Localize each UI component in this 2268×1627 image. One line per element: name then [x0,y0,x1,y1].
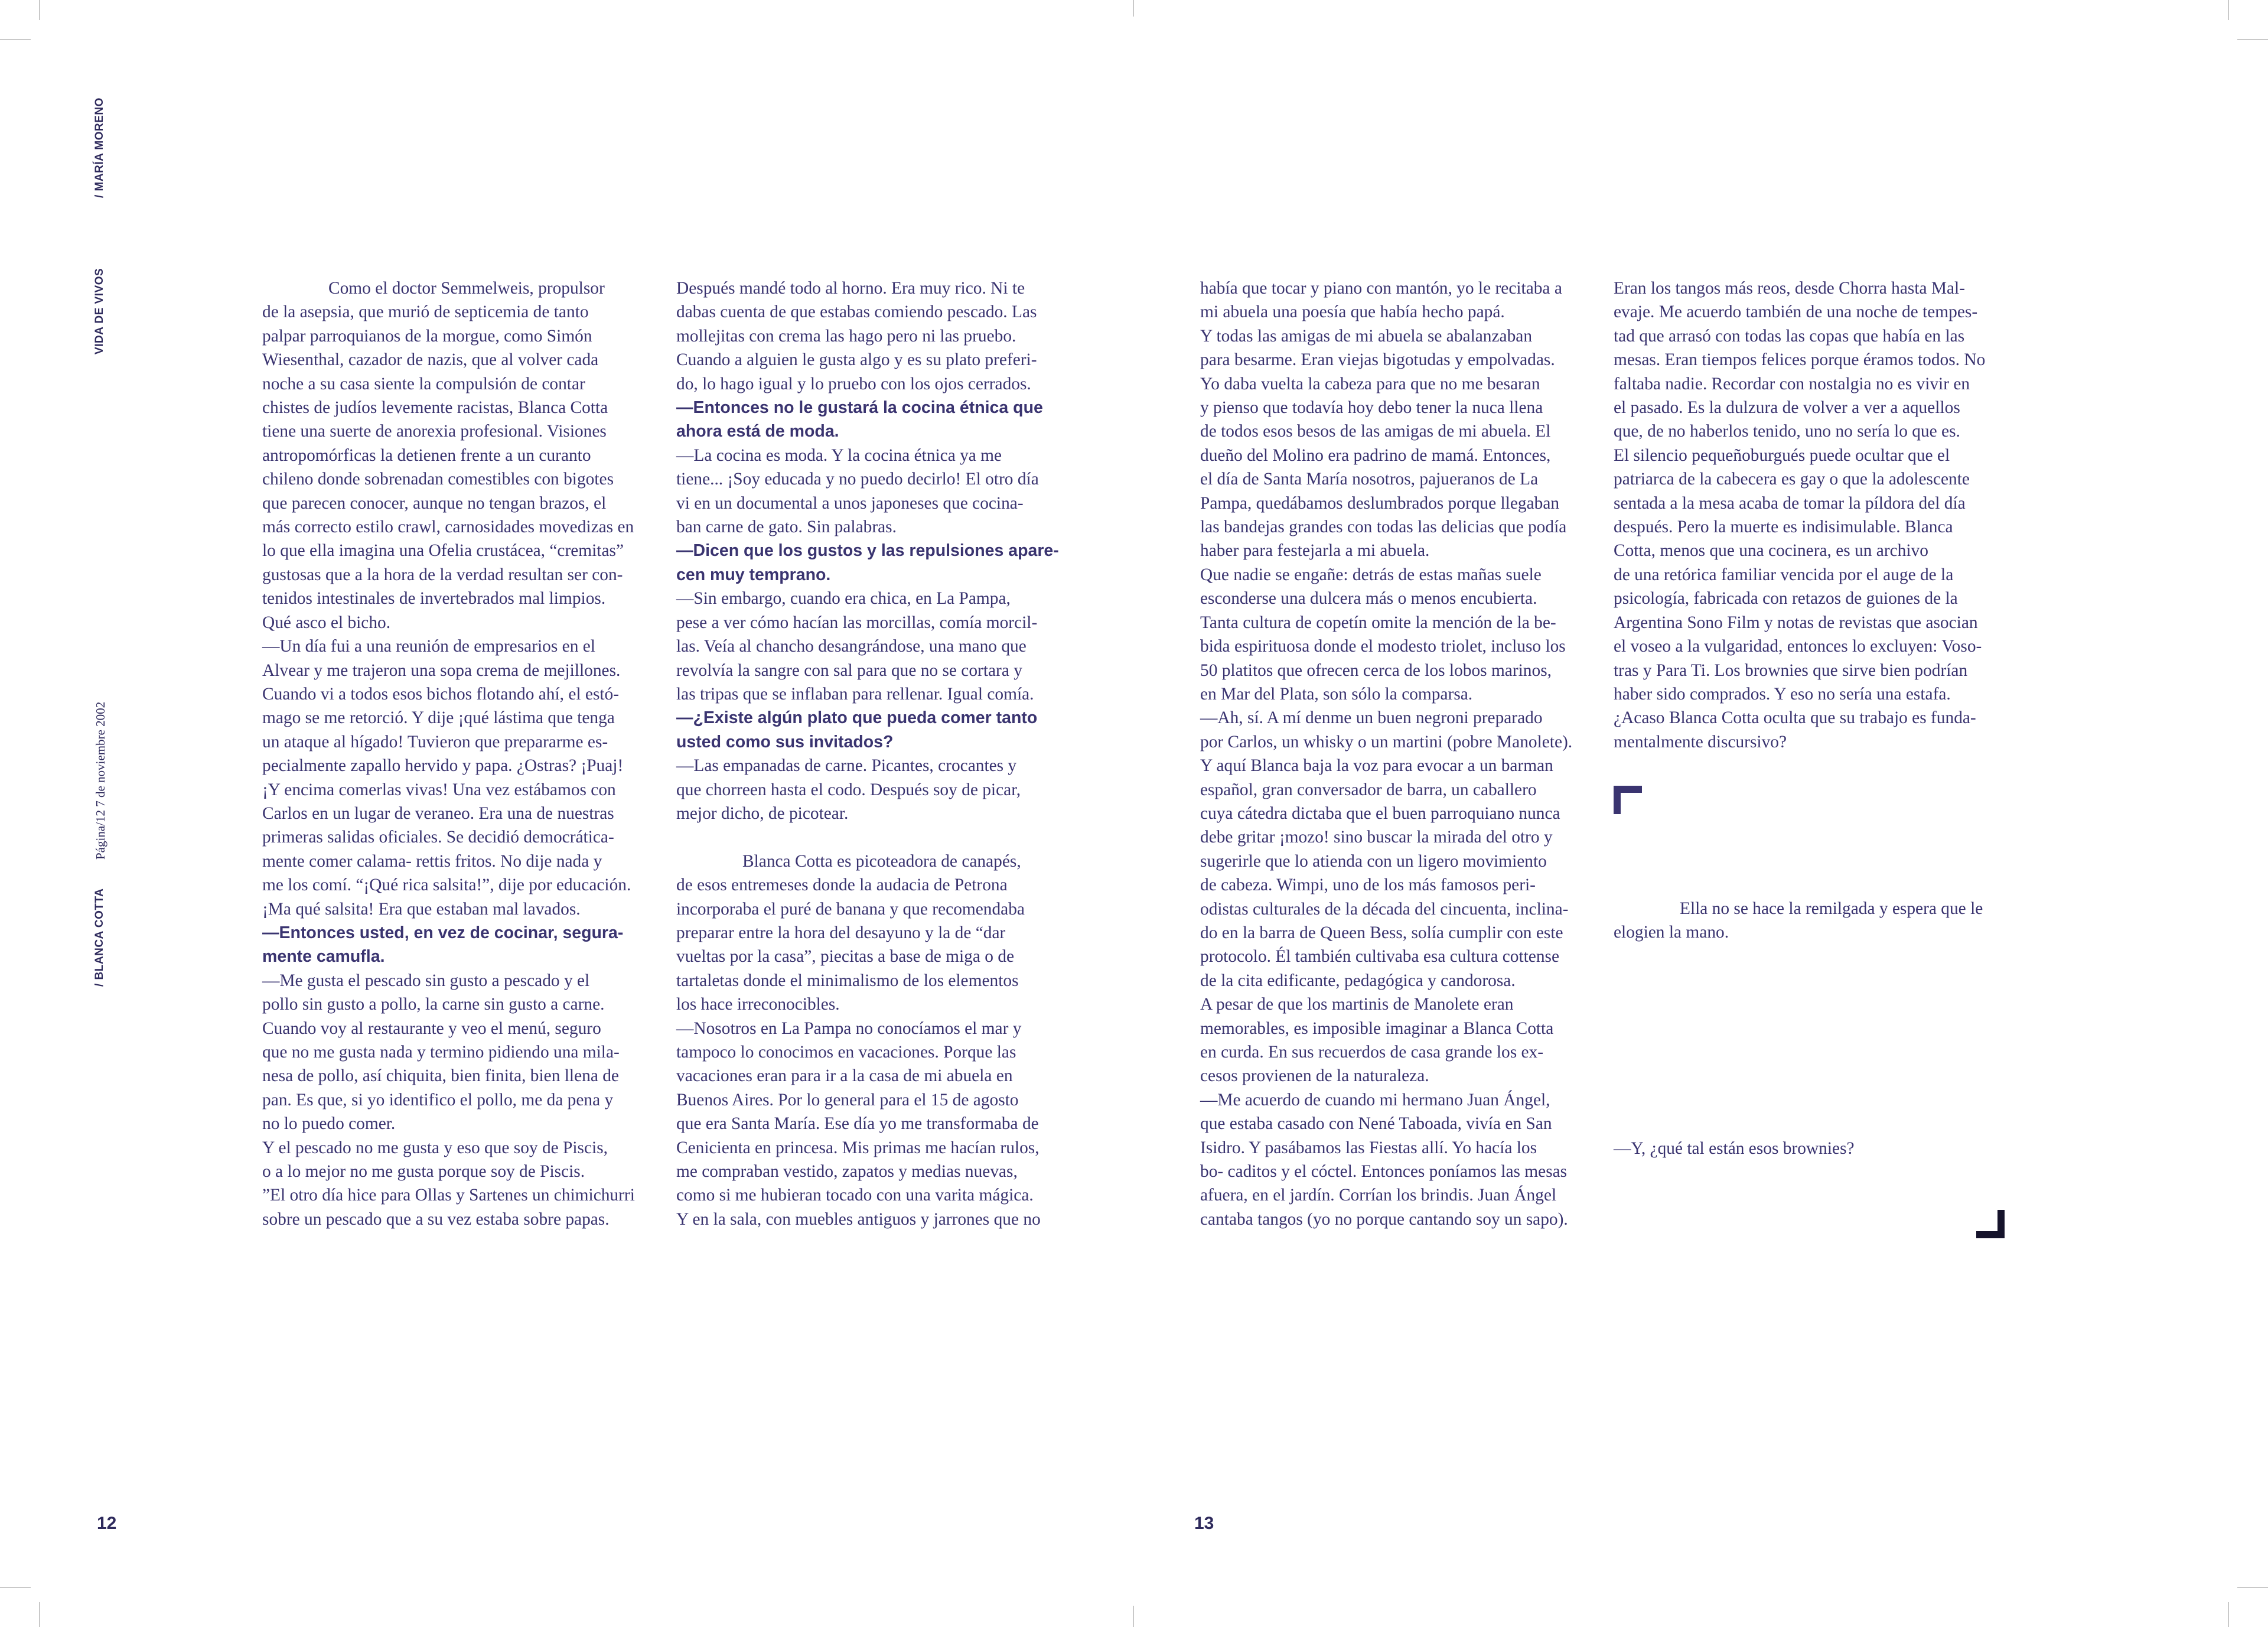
interview-question: ahora está de moda. [676,422,839,441]
column-1 [262,276,664,1231]
body-line: mollejitas con crema las hago pero ni las pruebo. [676,326,1016,346]
body-line: mentalmente discursivo? [1614,732,1787,751]
body-line: debe gritar ¡mozo! sino buscar la mirada del otro y [1200,828,1553,847]
body-line: más correcto estilo crawl, carnosidades movedizas en [262,518,634,537]
body-line: Carlos en un lugar de veraneo. Era una de nuestras [262,803,614,823]
body-line: faltaba nadie. Recordar con nostalgia no es vivir en [1614,374,1970,393]
crop-mark [1133,0,1134,17]
crop-mark [1133,1606,1134,1627]
body-line: español, gran conversador de barra, un caballero [1200,780,1537,799]
body-line: un ataque al hígado! Tuvieron que prepararme es- [262,732,608,751]
interview-question: —Entonces usted, en vez de cocinar, segura- [262,923,624,942]
bracket-open-icon [1614,786,1642,814]
body-line: preparar entre la hora del desayuno y la de “dar [676,923,1006,942]
column-3 [1200,276,1602,1231]
bracket-close-icon [1976,1210,2005,1238]
body-line: pan. Es que, si yo identifico el pollo, me da pena y [262,1090,614,1109]
body-line: sobre un pescado que a su vez estaba sobre papas. [262,1209,610,1229]
body-line: las tripas que se inflaban para rellenar. Igual comía. [676,684,1034,704]
body-line: había que tocar y piano con mantón, yo le recitaba a [1200,279,1562,298]
body-line: noche a su casa siente la compulsión de contar [262,374,585,393]
body-line: los hace irreconocibles. [676,995,840,1014]
page-number-right: 13 [1194,1514,1214,1533]
body-line: incorporaba el puré de banana y que recomendaba [676,899,1025,919]
body-line: Como el doctor Semmelweis, propulsor [328,279,605,298]
body-line: para besarme. Eran viejas bigotudas y empolvadas. [1200,350,1555,370]
body-line: memorables, es imposible imaginar a Blanca Cotta [1200,1018,1554,1038]
body-line: revolvía la sangre con sal para que no se cortara y [676,660,1022,680]
body-line: el voseo a la vulgaridad, entonces lo excluyen: Voso- [1614,637,1982,656]
body-line: de la asepsia, que murió de septicemia de tanto [262,302,589,322]
body-line: do en la barra de Queen Bess, solía cumplir con este [1200,923,1563,942]
crop-mark [39,0,40,20]
body-line: antropomórficas la detienen frente a un curanto [262,445,591,465]
sidebar-author: / MARÍA MORENO [93,97,106,198]
body-line: El silencio pequeñoburgués puede ocultar que el [1614,445,1950,465]
body-line: Cenicienta en princesa. Mis primas me hacían rulos, [676,1138,1040,1157]
body-line: que, de no haberlos tenido, uno no sería lo que es. [1614,422,1960,441]
body-line: psicología, fabricada con retazos de guiones de la [1614,589,1958,609]
body-line: —Un día fui a una reunión de empresarios en el [262,637,595,656]
body-line: afuera, en el jardín. Corrían los brindis. Juan Ángel [1200,1186,1557,1205]
interview-question: cen muy temprano. [676,565,831,584]
crop-mark [2228,0,2229,20]
body-line: chistes de judíos levemente racistas, Blanca Cotta [262,398,608,418]
body-line: después. Pero la muerte es indisimulable. Blanca [1614,518,1953,537]
body-line: las bandejas grandes con todas las delicias que podía [1200,518,1567,537]
body-line: que chorreen hasta el codo. Después soy de picar, [676,780,1021,799]
body-line: Y aquí Blanca baja la voz para evocar a un barman [1200,756,1553,776]
body-line: por Carlos, un whisky o un martini (pobre Manolete). [1200,732,1573,751]
body-line: Y todas las amigas de mi abuela se abalanzaban [1200,326,1533,346]
body-line: —Me acuerdo de cuando mi hermano Juan Ángel, [1200,1090,1550,1109]
body-line: gustosas que a la hora de la verdad resultan ser con- [262,565,623,584]
interview-question: —¿Existe algún plato que pueda comer tanto [676,708,1038,728]
crop-mark [2228,1602,2229,1627]
body-line: bo- caditos y el cóctel. Entonces poníamos las mesas [1200,1162,1568,1182]
crop-mark [2237,1587,2268,1588]
body-line: Qué asco el bicho. [262,613,391,632]
body-line: haber sido comprados. Y eso no sería una estafa. [1614,684,1951,704]
body-line: que no me gusta nada y termino pidiendo una mila- [262,1043,620,1062]
body-line: vueltas por la casa”, piecitas a base de miga o de [676,947,1015,967]
body-line: —Nosotros en La Pampa no conocíamos el mar y [676,1018,1022,1038]
body-line: bida espirituosa donde el modesto triolet, incluso los [1200,637,1566,656]
interview-question: mente camufla. [262,947,385,967]
pullquote-2 [1614,1137,2009,1160]
body-line: dueño del Molino era padrino de mamá. Entonces, [1200,445,1551,465]
body-line: Wiesenthal, cazador de nazis, que al volver cada [262,350,599,370]
body-line: tampoco lo conocimos en vacaciones. Porque las [676,1042,1016,1062]
pullquote-text: —Y, ¿qué tal están esos brownies? [1614,1139,1855,1158]
body-line: como si me hubieran tocado con una varita mágica. [676,1186,1034,1205]
body-line: mejor dicho, de picotear. [676,803,849,823]
body-line: Alvear y me trajeron una sopa crema de mejillones. [262,660,621,680]
body-line: tiene una suerte de anorexia profesional. Visiones [262,422,607,441]
body-line: Eran los tangos más reos, desde Chorra hasta Mal- [1614,279,1966,298]
body-line: ¡Y encima comerlas vivas! Una vez estábamos con [262,780,616,799]
body-line: Blanca Cotta es picoteadora de canapés, [742,851,1021,871]
body-line: pollo sin gusto a pollo, la carne sin gusto a carne. [262,995,605,1014]
body-line: cesos provienen de la naturaleza. [1200,1066,1429,1086]
body-line: protocolo. Él también cultivaba esa cultura cottense [1200,947,1560,967]
body-line: vi en un documental a unos japoneses que cocina- [676,493,1024,513]
body-line: —Me gusta el pescado sin gusto a pescado y el [262,971,590,990]
pullquote-1 [1614,897,2009,945]
body-line: el pasado. Es la dulzura de volver a ver a aquellos [1614,398,1960,418]
body-line: Y en la sala, con muebles antiguos y jarrones que no [676,1209,1041,1229]
crop-mark [0,39,31,40]
body-line: ban carne de gato. Sin palabras. [676,518,897,537]
interview-question: —Dicen que los gustos y las repulsiones apare- [676,541,1059,561]
body-line: Cuando a alguien le gusta algo y es su plato preferi- [676,350,1037,370]
body-line: tiene... ¡Soy educada y no puedo decirlo! El otro día [676,470,1039,489]
body-line: Tanta cultura de copetín omite la mención de la be- [1200,613,1556,632]
body-line: ¡Ma qué salsita! Era que estaban mal lavados. [262,899,581,919]
body-line: dabas cuenta de que estabas comiendo pescado. Las [676,302,1037,322]
body-line: haber para festejarla a mi abuela. [1200,541,1430,561]
body-line: me los comí. “¡Qué rica salsita!”, dije por educación. [262,876,631,895]
body-line: el día de Santa María nosotros, pajueranos de La [1200,470,1539,489]
body-line: o a lo mejor no me gusta porque soy de Piscis. [262,1162,585,1182]
body-line: pecialmente zapallo hervido y papa. ¿Ostras? ¡Puaj! [262,756,624,776]
body-line: Cotta, menos que una cocinera, es un archivo [1614,541,1928,561]
body-line: lo que ella imagina una Ofelia crustácea, “cremitas” [262,541,624,561]
body-line: Buenos Aires. Por lo general para el 15 de agosto [676,1090,1019,1109]
body-line: vacaciones eran para ir a la casa de mi abuela en [676,1066,1013,1086]
body-line: que estaba casado con Nené Taboada, vivía en San [1200,1114,1552,1134]
column-2 [676,276,1072,1231]
body-line: tartaletas donde el minimalismo de los elementos [676,971,1019,990]
body-line: A pesar de que los martinis de Manolete eran [1200,995,1514,1014]
body-line: de esos entremeses donde la audacia de Petrona [676,876,1008,895]
body-line: tras y Para Ti. Los brownies que sirve bien podrían [1614,660,1968,680]
paragraph-gap [676,825,1072,849]
body-line: tad que arrasó con todas las copas que había en las [1614,326,1965,346]
body-line: —Ah, sí. A mí denme un buen negroni preparado [1200,708,1543,728]
interview-question: usted como sus invitados? [676,732,894,751]
body-line: odistas culturales de la década del cincuenta, inclina- [1200,899,1569,919]
body-line: sugerirle que lo atienda con un ligero movimiento [1200,851,1547,871]
body-line: Después mandé todo al horno. Era muy rico. Ni te [676,279,1025,298]
body-line: de una retórica familiar vencida por el auge de la [1614,565,1954,584]
crop-mark [0,1587,31,1588]
body-line: no lo puedo comer. [262,1114,396,1134]
body-line: palpar parroquianos de la morgue, como Simón [262,326,592,346]
body-line: mi abuela una poesía que había hecho papá. [1200,302,1505,322]
body-line: —Sin embargo, cuando era chica, en La Pampa, [676,589,1011,609]
interview-question: —Entonces no le gustará la cocina étnica que [676,398,1043,418]
body-line: mago se me retorció. Y dije ¡qué lástima que tenga [262,708,615,728]
body-line: Y el pescado no me gusta y eso que soy de Piscis, [262,1138,608,1157]
body-line: de la cita edificante, pedagógica y candorosa. [1200,971,1516,990]
body-line: evaje. Me acuerdo también de una noche de tempes- [1614,302,1978,322]
sidebar-section: VIDA DE VIVOS [93,268,106,354]
pullquote-text: Ella no se hace la remilgada y espera que le elogien la mano. [1614,899,1983,942]
crop-mark [2237,39,2268,40]
body-line: patriarca de la cabecera es gay o que la adolescente [1614,470,1970,489]
body-line: cuya cátedra dictaba que el buen parroquiano nunca [1200,803,1560,823]
body-line: Pampa, quedábamos deslumbrados porque llegaban [1200,493,1560,513]
crop-mark [39,1602,40,1627]
body-line: Yo daba vuelta la cabeza para que no me besaran [1200,374,1540,393]
body-line: y pienso que todavía hoy debo tener la nuca llena [1200,398,1543,418]
body-line: Argentina Sono Film y notas de revistas que asocian [1614,613,1978,632]
body-line: las. Veía al chancho desangrándose, una mano que [676,637,1027,656]
body-line: ¿Acaso Blanca Cotta oculta que su trabajo es funda- [1614,708,1976,728]
body-line: mesas. Eran tiempos felices porque éramos todos. No [1614,350,1986,370]
body-line: me compraban vestido, zapatos y medias nuevas, [676,1162,1018,1182]
body-line: sentada a la mesa acaba de tomar la píldora del día [1614,493,1966,513]
body-line: mente comer calama- rettis fritos. No dije nada y [262,851,602,871]
body-line: ”El otro día hice para Ollas y Sartenes un chimichurri [262,1186,635,1205]
body-line: Cuando vi a todos esos bichos flotando ahí, el estó- [262,684,620,704]
sidebar-subject: / BLANCA COTTA [93,888,106,987]
body-line: —La cocina es moda. Y la cocina étnica ya me [676,445,1002,465]
body-line: —Las empanadas de carne. Picantes, crocantes y [676,756,1017,776]
body-line: de todos esos besos de las amigas de mi abuela. El [1200,422,1551,441]
body-line: chileno donde sobrenadan comestibles con bigotes [262,470,614,489]
body-line: do, lo hago igual y lo pruebo con los ojos cerrados. [676,374,1031,393]
body-line: Cuando voy al restaurante y veo el menú, seguro [262,1018,601,1038]
body-line: cantaba tangos (yo no porque cantando soy un sapo). [1200,1209,1568,1229]
body-line: esconderse una dulcera más o menos encubierta. [1200,589,1537,609]
body-line: pese a ver cómo hacían las morcillas, comía morcil- [676,613,1038,632]
sidebar-source: Página/12 7 de noviembre 2002 [93,701,107,860]
body-line: en curda. En sus recuerdos de casa grande los ex- [1200,1043,1544,1062]
body-line: que parecen conocer, aunque no tengan brazos, el [262,493,607,513]
body-line: que era Santa María. Ese día yo me transformaba de [676,1114,1039,1134]
body-line: Isidro. Y pasábamos las Fiestas allí. Yo hacía los [1200,1138,1537,1157]
column-4 [1614,276,2009,754]
body-line: nesa de pollo, así chiquita, bien finita, bien llena de [262,1066,619,1086]
body-line: tenidos intestinales de invertebrados mal limpios. [262,589,606,609]
body-line: primeras salidas oficiales. Se decidió democrática- [262,828,614,847]
body-line: en Mar del Plata, son sólo la comparsa. [1200,684,1473,704]
page-number-left: 12 [97,1514,117,1533]
body-line: de cabeza. Wimpi, uno de los más famosos peri- [1200,876,1536,895]
body-line: 50 platitos que ofrecen cerca de los lobos marinos, [1200,660,1552,680]
body-line: Que nadie se engañe: detrás de estas mañas suele [1200,565,1542,584]
